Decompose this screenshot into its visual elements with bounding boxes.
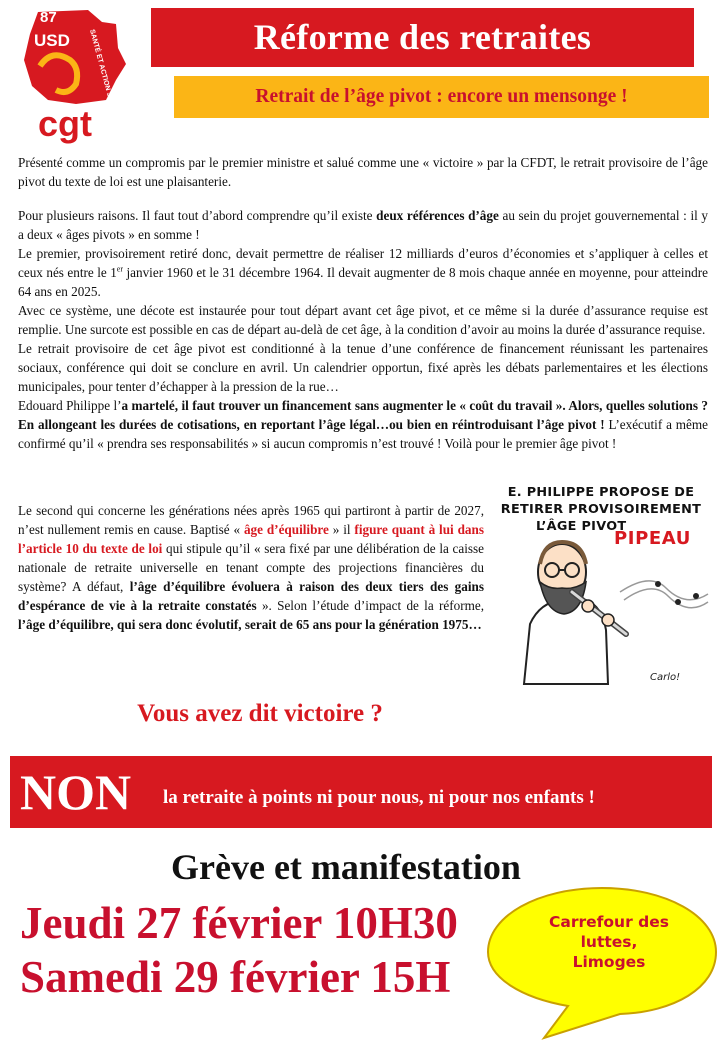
logo-usd: USD [34, 31, 70, 50]
strike-date-1: Jeudi 27 février 10H30 [20, 898, 458, 948]
strike-heading: Grève et manifestation [171, 847, 521, 887]
body-section [18, 206, 708, 453]
body-paragraph-5: Edouard Philippe l’a martelé, il faut trouver un financement sans augmenter le « coût du travail ». Alors, quelles solutions ? En allongeant les durées de cotisations, en reportant l’âge légal…ou bien en réintroduisant l’âge pivot ! L’exécutif a même confirmé qu’il « prendra ses responsabilités » si aucun compromis n’est trouvé ! Voilà pour le premier âge pivot ! [18, 398, 708, 451]
body-paragraph-1: Pour plusieurs raisons. Il faut tout d’abord comprendre qu’il existe deux références d’âge au sein du projet gouvernemental : il y a deux « âges pivots » en somme ! [18, 208, 708, 242]
strike-date-2: Samedi 29 février 15H [20, 952, 451, 1002]
logo-brand: cgt [38, 103, 92, 144]
logo-number: 87 [40, 9, 57, 26]
cartoonist-signature: Carlo! [650, 672, 681, 683]
body-paragraph-3: Avec ce système, une décote est instaurée pour tout départ avant cet âge pivot, et ce même si la durée d’assurance requise est remplie. Une surcote est possible en cas de départ au-delà de cet âge, à la condition d’avoir au moins la durée d’assurance requise. [18, 303, 708, 337]
body-paragraph-4: Le retrait provisoire de cet âge pivot est conditionné à la tenue d’une conférence de financement réunissant les partenaires sociaux, conférence qui doit se conclure en avril. Un calendrier opportun, fixé après les débats parlementaires et les élections municipales, pour tenter d’échapper à la pression de la rue… [18, 341, 708, 394]
title-banner [151, 8, 694, 67]
cartoon-caption: E. PHILIPPE PROPOSE DE RETIRER PROVISOIREMENT L’ÂGE PIVOT [500, 485, 702, 534]
non-banner [10, 756, 712, 828]
subtitle-box [174, 76, 709, 118]
subtitle: Retrait de l’âge pivot : encore un mensonge ! [255, 86, 628, 107]
cartoon-correction: PIPEAU [614, 528, 691, 549]
intro-paragraph: Présenté comme un compromis par le premier ministre et salué comme une « victoire » par la CFDT, le retrait provisoire de l’âge pivot du texte de loi est une plaisanterie. [18, 155, 708, 189]
second-age-paragraph: Le second qui concerne les générations nées après 1965 qui partiront à partir de 2027, n’est nullement remis en cause. Baptisé « âge d’équilibre » il figure quant à lui dans l’article 10 du texte de loi qui stipule qu’il « sera fixé par une délibération de la caisse nationale de retraite universelle en tenant compte des projections financières du système? A défaut, l’âge d’équilibre évoluera à raison des deux tiers des gains d’espérance de vie à la retraite constatés ». Selon l’étude d’impact de la réforme, l’âge d’équilibre, qui sera donc évolutif, serait de 65 ans pour la génération 1975… [18, 503, 485, 632]
page-title: Réforme des retraites [253, 17, 592, 57]
logo-sector: SANTÉ ET ACTION SOCIALE [88, 28, 120, 124]
question-heading: Vous avez dit victoire ? [137, 700, 383, 727]
location-text: Carrefour des luttes, Limoges [549, 913, 669, 971]
non-word: NON [20, 764, 132, 820]
cgt-logo [18, 4, 136, 144]
body-paragraph-2: Le premier, provisoirement retiré donc, devait permettre de réaliser 12 milliards d’euros d’économies et s’appliquer à celles et ceux nés entre le 1er janvier 1960 et le 31 décembre 1964. Il devait augmenter de 8 mois chaque année en moyenne, pour atteindre 64 ans en 2025. [18, 246, 708, 299]
non-slogan: la retraite à points ni pour nous, ni pour nos enfants ! [163, 787, 595, 808]
